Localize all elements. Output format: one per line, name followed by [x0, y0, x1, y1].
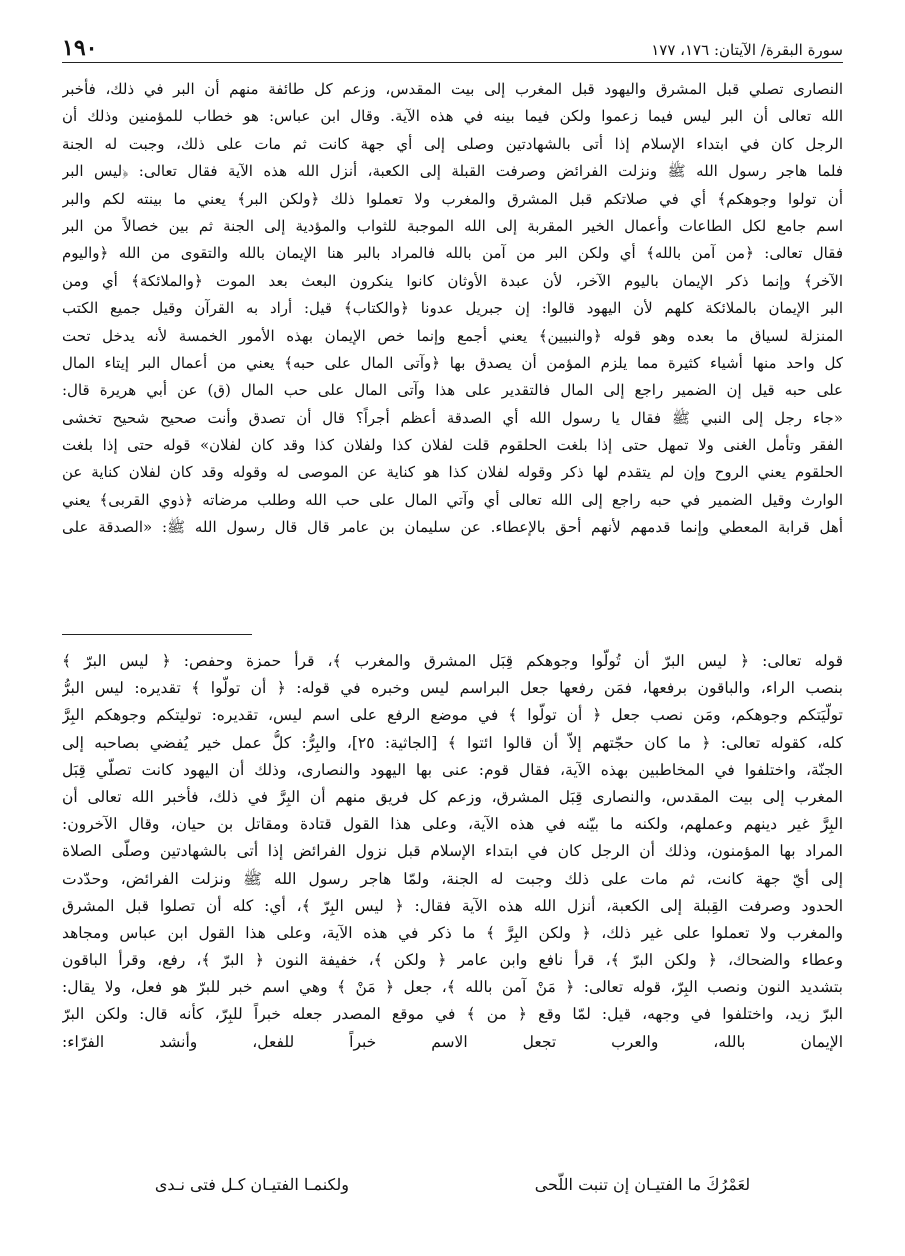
page-header	[62, 32, 843, 63]
notes-line: المغرب إلى بيت المقدس، والنصارى قِبَل المشرق، وزعم كل فريق منهم أن البِرَّ في ذلك، فأخبر الله تعالى أن	[62, 787, 843, 806]
notes-text	[62, 648, 843, 1056]
commentary-line: على حبه قيل إن الضمير راجع إلى المال فالتقدير على هذا وآتى المال على حب المال (ق) عن أبي هريرة قال:	[62, 381, 843, 400]
commentary-line: فلما هاجر رسول الله ﷺ ونزلت الفرائض وصرفت القبلة إلى الكعبة، أنزل الله هذه الآية فقال تعالى: ﴿ليس البر	[62, 162, 843, 181]
commentary-line: الرجل كان في ابتداء الإسلام إذا أتى بالشهادتين وصلى إلى أي جهة كانت ثم مات على ذلك، وجبت له الجنة	[62, 134, 843, 153]
notes-line: كله، كقوله تعالى: ﴿ ما كان حجّتهم إلاّ أن قالوا ائتوا ﴾ [الجاثية: ٢٥]، والبِرُّ: كلُّ عمل خير يُفضي بصاحبه إلى	[62, 733, 843, 752]
commentary-line: النصارى تصلي قبل المشرق واليهود قبل المغرب إلى بيت المقدس، وزعم كل طائفة منهم أن البر في ذلك، فأخبر	[62, 80, 843, 98]
notes-line: الإيمان بالله، والعرب تجعل الاسم خبراً للفعل، وأنشد الفرّاء:	[62, 1032, 843, 1051]
notes-line: والمغرب ولا تعملوا على غير ذلك، ﴿ ولكن البِرَّ ﴾ ما ذكر في هذه الآية، وعلى هذا القول ابن عباس ومجاهد	[62, 923, 843, 942]
footnote-divider	[62, 634, 252, 635]
poetry-verse	[62, 1168, 843, 1200]
commentary-line: الفقر وتأمل الغنى ولا تمهل حتى إذا بلغت الحلقوم قلت لفلان كذا ولفلان كذا وقد كان لفلان» قوله حتى إذا بلغت	[62, 436, 843, 455]
commentary-line: الآخر﴾ وإنما ذكر الإيمان باليوم الآخر، لأن عبدة الأوثان كانوا ينكرون البعث بعد الموت ﴿والملائكة﴾ أي ومن	[62, 271, 843, 290]
notes-line: البرّ زيد، واختلفوا في وجهه، قيل: لمّا وقع ﴿ من ﴾ في موقع المصدر جعله خبراً للبِرّ، كأنه قال: ولكن البرّ	[62, 1005, 843, 1024]
notes-line: تولّيَتكم وجوهكم، ومَن نصب جعل ﴿ أن تولّوا ﴾ في موضع الرفع على اسم ليس، تقديره: توليتكم وجوهكم البِرَّ	[62, 706, 843, 725]
commentary-line: أهل قرابة المعطي وإنما قدمهم لأنهم أحق بالإعطاء. عن سليمان بن عامر قال قال رسول الله ﷺ: «الصدقة على	[62, 518, 843, 537]
notes-line: المراد بها المؤمنون، وذلك أن الرجل كان في ابتداء الإسلام قبل نزول الفرائض إذا أتى بالشهادتين وصلّى الصلاة	[62, 842, 843, 861]
commentary-line: الوارث وقيل الضمير في حبه راجع إلى الله تعالى أي وآتي المال على حب الله وطلب مرضاته ﴿ذوي القربى﴾ يعني	[62, 490, 843, 509]
notes-line: البِرَّ غير دينهم وعملهم، ولكنه ما بيّنه في هذه الآية، وعلى هذا القول قتادة ومقاتل بن حيان، وقال الآخرون:	[62, 815, 843, 834]
commentary-text	[62, 76, 843, 542]
notes-line: بتشديد النون ونصب البِرّ، قوله تعالى: ﴿ مَنْ آمن بالله ﴾، جعل ﴿ مَنْ ﴾ وهي اسم خبر للبرّ هو فعل، ولا يقال:	[62, 978, 843, 997]
commentary-line: أن تولوا وجوهكم﴾ أي في صلاتكم قبل المشرق والمغرب ولا تعملوا ذلك ﴿ولكن البر﴾ يعني ما بينته لكم والبر	[62, 189, 843, 208]
notes-line: إلى أيّ جهة كانت، ثم مات على ذلك وجبت له الجنة، ولمّا هاجر رسول الله ﷺ ونزلت الفرائض، وحدّدت	[62, 869, 843, 888]
commentary-line: المنزلة لسياق ما بعده وهو قوله ﴿والنبيين﴾ يعني أجمع وإنما خص الإيمان بهذه الأمور الخمسة لأنه يدخل تحت	[62, 326, 843, 345]
commentary-line: كل واحد منها أشياء كثيرة مما يلزم المؤمن أن يصدق بها ﴿وآتى المال على حبه﴾ يعني من أعمال البر إيتاء المال	[62, 353, 843, 372]
notes-line: قوله تعالى: ﴿ ليس البرّ أن تُولّوا وجوهكم قِبَل المشرق والمغرب ﴾، قرأ حمزة وحفص: ﴿ ليس البرّ ﴾	[62, 652, 843, 670]
verse-first-hemistich: لعَمْرُكَ ما الفتيـان إن تنبت اللّحى	[534, 1174, 751, 1194]
commentary-line: «جاء رجل إلى النبي ﷺ فقال يا رسول الله أي الصدقة أعظم أجراً؟ قال أن تصدق وأنت صحيح شحيح تخشى	[62, 408, 843, 427]
commentary-line: اسم جامع لكل الطاعات وأعمال الخير المقربة إلى الله الموجبة للثواب والمؤدية إلى الجنة ثم بين خصالاً من البر	[62, 216, 843, 235]
commentary-line: الحلقوم يعني الروح وإن لم يتقدم لها ذكر وقوله لفلان كذا هو كناية عن الموصى له وقوله وقد كان لفلان كناية عن	[62, 463, 843, 482]
commentary-line: فقال تعالى: ﴿من آمن بالله﴾ أي ولكن البر من آمن بالله فالمراد بالبر هنا الإيمان بالله والتقوى من الله ﴿واليوم	[62, 244, 843, 263]
notes-line: الحدود وصرفت القِبلة إلى الكعبة، أنزل الله هذه الآية فقال: ﴿ ليس البِرّ ﴾، أي: كله أن تصلوا قبل المشرق	[62, 896, 843, 915]
notes-line: بنصب الراء، والباقون برفعها، فمَن رفعها جعل البراسم ليس وخبره في قوله: ﴿ أن تولّوا ﴾ تقديره: ليس البرُّ	[62, 679, 843, 698]
verse-second-hemistich: ولكنمـا الفتيـان كـل فتى نـدى	[154, 1174, 349, 1194]
commentary-line: الله تعالى أن البر ليس فيما زعموا ولكن فيما بينه في هذه الآية. وقال ابن عباس: هو خطاب للمؤمنين وذلك أن	[62, 107, 843, 126]
page-number: ١٩٠	[62, 35, 98, 61]
running-title: سورة البقرة/ الآيتان: ١٧٦، ١٧٧	[651, 41, 843, 59]
notes-line: الجنّة، واختلفوا في المخاطبين بهذه الآية، فقال قوم: عنى بها اليهود والنصارى، وذلك أن اليهود كانت تصلّي قِبَل	[62, 760, 843, 779]
notes-line: وعطاء والضحاك، ﴿ ولكن البرّ ﴾، قرأ نافع وابن عامر ﴿ ولكن ﴾، خفيفة النون ﴿ البرّ ﴾، رفع، وقرأ الباقون	[62, 951, 843, 970]
commentary-line: البر الإيمان بالملائكة كلهم لأن اليهود قالوا: إن جبريل عدونا ﴿والكتاب﴾ قيل: أراد به القرآن وقيل جميع الكتب	[62, 299, 843, 318]
